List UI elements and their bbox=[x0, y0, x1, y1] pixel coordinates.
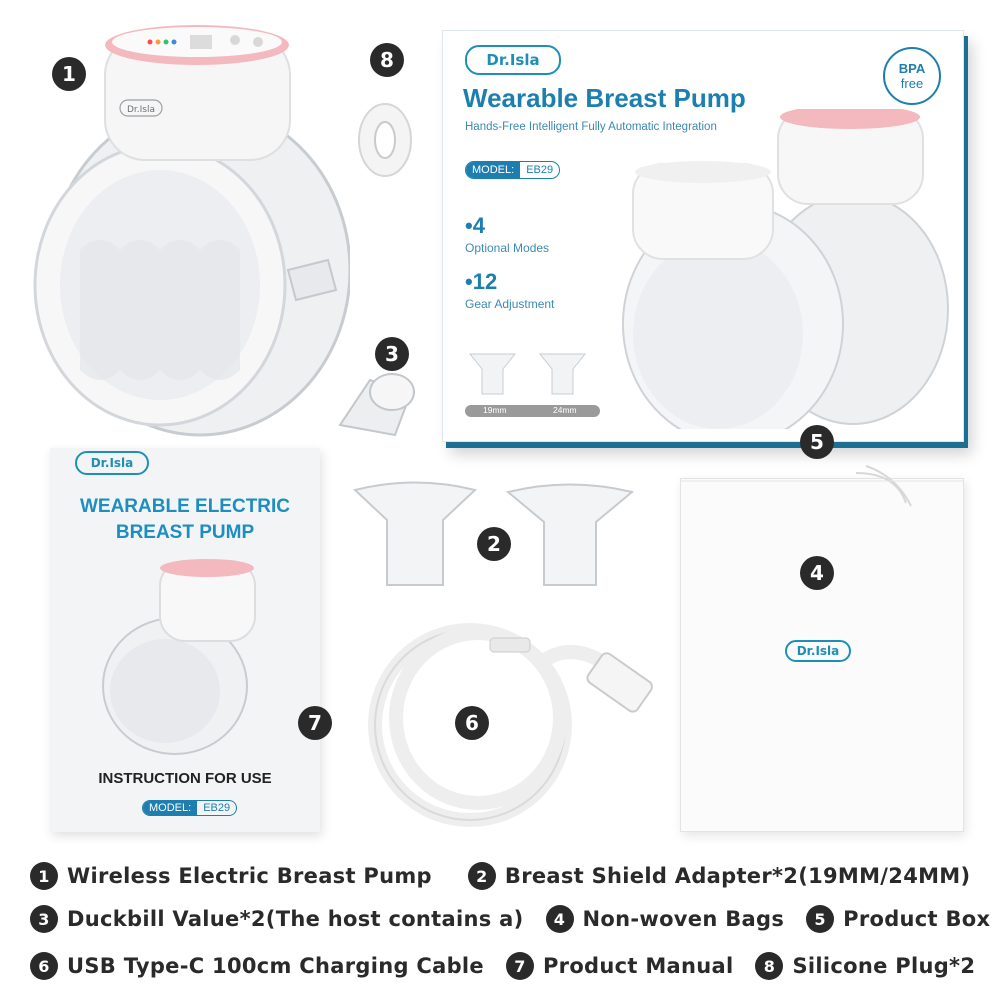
legend-row-2 bbox=[30, 905, 1000, 933]
box-flange-sizes bbox=[465, 349, 600, 419]
badge-8: 8 bbox=[370, 43, 404, 77]
legend-item-3 bbox=[30, 905, 524, 933]
manual-model-key: MODEL: bbox=[143, 801, 197, 815]
legend-label-5: Product Box bbox=[843, 907, 991, 931]
legend-num-6: 6 bbox=[30, 952, 58, 980]
feature-gear-label: Gear Adjustment bbox=[465, 297, 555, 311]
badge-1: 1 bbox=[52, 57, 86, 91]
legend-label-2: Breast Shield Adapter*2(19MM/24MM) bbox=[504, 864, 971, 888]
svg-text:Dr.Isla: Dr.Isla bbox=[126, 105, 156, 115]
manual-instruction-text: INSTRUCTION FOR USE bbox=[98, 770, 272, 787]
legend-item-2 bbox=[468, 862, 971, 890]
legend-label-7: Product Manual bbox=[542, 954, 734, 978]
legend-num-5: 5 bbox=[806, 905, 834, 933]
manual-model-tag bbox=[142, 800, 237, 816]
legend-label-3: Duckbill Value*2(The host contains a) bbox=[67, 907, 524, 931]
badge-6: 6 bbox=[455, 706, 489, 740]
manual-pump-illustration bbox=[100, 556, 270, 756]
duckbill-valve-image bbox=[330, 360, 425, 440]
legend-label-4: Non-woven Bags bbox=[582, 907, 785, 931]
box-subtitle: Hands-Free Intelligent Fully Automatic Integration bbox=[465, 121, 717, 133]
box-model-key: MODEL: bbox=[466, 162, 520, 178]
feature-modes-number: •4 bbox=[465, 213, 485, 238]
flange-size-24: 24mm bbox=[553, 405, 577, 415]
legend-row-1 bbox=[30, 862, 992, 890]
badge-5: 5 bbox=[800, 425, 834, 459]
legend-label-8: Silicone Plug*2 bbox=[792, 954, 976, 978]
legend-item-5 bbox=[806, 905, 990, 933]
product-manual bbox=[50, 448, 320, 832]
legend-item-8 bbox=[755, 952, 975, 980]
silicone-plug-image bbox=[350, 95, 420, 185]
manual-brand-logo: Dr.Isla bbox=[75, 451, 149, 475]
legend-row-3 bbox=[30, 952, 997, 980]
box-pump-illustration bbox=[583, 109, 953, 429]
legend-num-2: 2 bbox=[468, 862, 496, 890]
legend-label-6: USB Type-C 100cm Charging Cable bbox=[67, 954, 484, 978]
non-woven-bag bbox=[680, 478, 964, 832]
box-model-tag bbox=[465, 161, 560, 179]
bpa-free-icon: BPA free bbox=[883, 47, 941, 105]
usb-cable-image bbox=[360, 610, 660, 835]
manual-model-value: EB29 bbox=[203, 802, 231, 814]
feature-gear-number: •12 bbox=[465, 269, 498, 294]
legend-num-4: 4 bbox=[546, 905, 574, 933]
badge-3: 3 bbox=[375, 337, 409, 371]
flange-size-19: 19mm bbox=[483, 405, 507, 415]
badge-7: 7 bbox=[298, 706, 332, 740]
badge-2: 2 bbox=[477, 527, 511, 561]
legend-item-1 bbox=[30, 862, 432, 890]
box-model-value: EB29 bbox=[526, 164, 554, 176]
legend-label-1: Wireless Electric Breast Pump bbox=[67, 864, 432, 888]
legend-num-1: 1 bbox=[30, 862, 58, 890]
legend-num-8: 8 bbox=[755, 952, 783, 980]
product-box bbox=[442, 30, 964, 442]
badge-4: 4 bbox=[800, 556, 834, 590]
legend-num-3: 3 bbox=[30, 905, 58, 933]
box-brand-logo: Dr.Isla bbox=[465, 45, 561, 75]
feature-modes-label: Optional Modes bbox=[465, 241, 550, 255]
bag-brand-logo: Dr.Isla bbox=[785, 640, 851, 662]
box-title: Wearable Breast Pump bbox=[463, 83, 746, 113]
manual-title: WEARABLE ELECTRIC BREAST PUMP bbox=[79, 496, 291, 543]
legend-num-7: 7 bbox=[506, 952, 534, 980]
legend-item-6 bbox=[30, 952, 484, 980]
legend-item-7 bbox=[506, 952, 734, 980]
legend-item-4 bbox=[546, 905, 785, 933]
